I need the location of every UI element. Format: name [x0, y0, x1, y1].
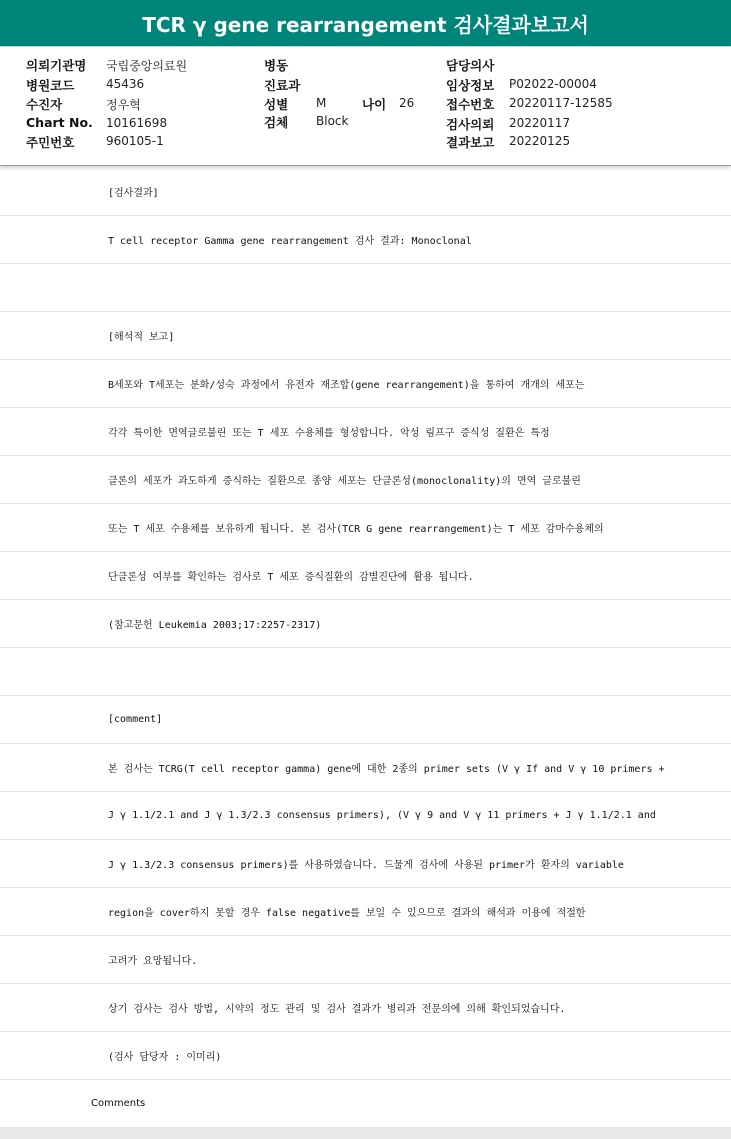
label-chart-no: Chart No.: [26, 115, 93, 130]
report-line: 각각 특이한 면역글로불린 또는 T 세포 수용체를 형성합니다. 악성 림프구 증식성 질환은 특정: [0, 408, 731, 456]
value-requesting-institution: 국립중앙의료원: [106, 59, 188, 73]
label-requesting-institution: 의뢰기관명: [26, 58, 87, 73]
label-department: 진료과: [264, 78, 301, 93]
report-line: [0, 648, 731, 696]
label-resident-number: 주민번호: [26, 135, 75, 150]
label-result-report-date: 결과보고: [446, 135, 495, 150]
value-age: 26: [399, 96, 415, 110]
label-receipt-number: 접수번호: [446, 97, 495, 112]
label-test-request-date: 검사의뢰: [446, 117, 495, 132]
value-test-request-date: 20220117: [509, 116, 571, 130]
value-sex: M: [316, 96, 327, 110]
value-patient: 정우혁: [106, 98, 141, 112]
report-line: 본 검사는 TCRG(T cell receptor gamma) gene에 대한 2종의 primer sets (V γ If and V γ 10 primers +: [0, 744, 731, 792]
comments-label: Comments: [0, 1080, 731, 1128]
bottom-scroll-strip: [0, 1127, 731, 1139]
value-receipt-number: 20220117-12585: [509, 96, 613, 110]
report-line: 상기 검사는 검사 방법, 시약의 정도 관리 및 검사 결과가 병리과 전문의에 의해 확인되었습니다.: [0, 984, 731, 1032]
label-clinical-info: 임상정보: [446, 78, 495, 93]
report-line: region을 cover하지 못할 경우 false negative를 보일 수 있으므로 결과의 해석과 이용에 적절한: [0, 888, 731, 936]
report-line: J γ 1.1/2.1 and J γ 1.3/2.3 consensus primers), (V γ 9 and V γ 11 primers + J γ 1.1/2.1 and: [0, 792, 731, 840]
label-age: 나이: [362, 97, 387, 112]
label-hospital-code: 병원코드: [26, 78, 75, 93]
report-line: B세포와 T세포는 분화/성숙 과정에서 유전자 재조합(gene rearrangement)을 통하여 개개의 세포는: [0, 360, 731, 408]
patient-info-panel: [0, 47, 731, 166]
value-result-report-date: 20220125: [509, 134, 571, 148]
report-line: J γ 1.3/2.3 consensus primers)를 사용하였습니다. 드물게 검사에 사용된 primer가 환자의 variable: [0, 840, 731, 888]
value-resident-number: 960105-1: [106, 134, 164, 148]
label-patient: 수진자: [26, 97, 63, 112]
report-line: 단클론성 여부를 확인하는 검사로 T 세포 증식질환의 감별진단에 활용 됩니다.: [0, 552, 731, 600]
value-hospital-code: 45436: [106, 77, 145, 91]
report-line: [comment]: [0, 696, 731, 744]
report-body: [0, 168, 731, 1128]
value-specimen: Block: [316, 114, 349, 128]
report-line: 또는 T 세포 수용체를 보유하게 됩니다. 본 검사(TCR G gene rearrangement)는 T 세포 감마수용체의: [0, 504, 731, 552]
report-title: TCR γ gene rearrangement 검사결과보고서: [0, 0, 731, 47]
report-line: 클론의 세포가 과도하게 증식하는 질환으로 종양 세포는 단클론성(monoclonality)의 면역 글로불린: [0, 456, 731, 504]
report-line: (참고문헌 Leukemia 2003;17:2257-2317): [0, 600, 731, 648]
label-ward: 병동: [264, 58, 289, 73]
report-line: [해석적 보고]: [0, 312, 731, 360]
report-line: T cell receptor Gamma gene rearrangement 검사 결과: Monoclonal: [0, 216, 731, 264]
value-clinical-info: P02022-00004: [509, 77, 597, 91]
label-sex: 성별: [264, 97, 289, 112]
report-line: [0, 264, 731, 312]
report-line: [검사결과]: [0, 168, 731, 216]
report-line: (검사 담당자 : 이미리): [0, 1032, 731, 1080]
value-chart-no: 10161698: [106, 116, 168, 130]
report-line: 고려가 요망됩니다.: [0, 936, 731, 984]
label-attending-physician: 담당의사: [446, 58, 495, 73]
label-specimen: 검체: [264, 115, 289, 130]
